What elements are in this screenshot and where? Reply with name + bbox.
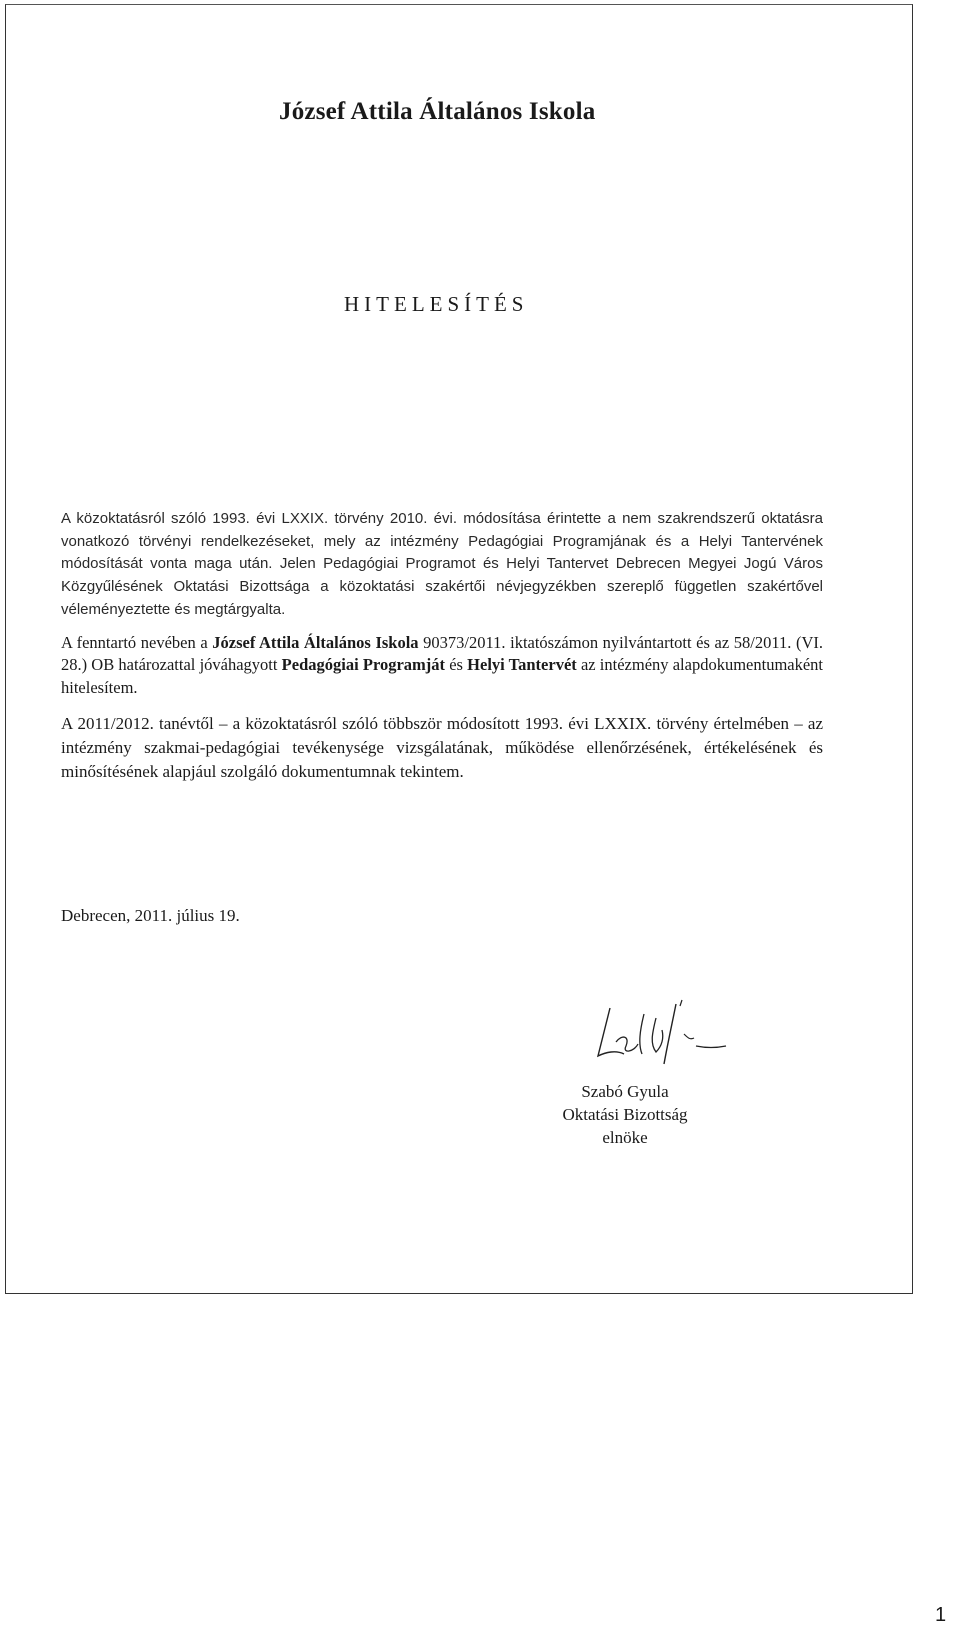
- para2-text-1: A fenntartó nevében a: [61, 632, 213, 652]
- program-bold: Pedagógiai Programját: [281, 655, 446, 675]
- para2-text-3: és: [445, 655, 468, 675]
- handwritten-signature: [572, 994, 732, 1072]
- document-body: [61, 508, 823, 784]
- school-name-bold: József Attila Általános Iskola: [212, 632, 419, 652]
- para2-text-4: az intézmény alapdokumentumaként hitelesítem.: [61, 655, 824, 697]
- curriculum-bold: Helyi Tantervét: [467, 655, 577, 675]
- authentication-heading: HITELESÍTÉS: [344, 292, 529, 316]
- signer-name: Szabó Gyula: [581, 1082, 669, 1101]
- paragraph-validity: A 2011/2012. tanévtől – a közoktatásról szóló többször módosított 1993. évi LXXIX. törvény értelmében – az intézmény szakmai-pedagógiai tevékenysége vizsgálatának, működése ellenőrzésének, értékelésének és minősítésének alapjául szolgáló dokumentumnak tekintem.: [61, 713, 823, 781]
- para2-text-2: 90373/2011. iktatószámon nyilvántartott és az 58/2011. (VI. 28.) OB határozattal jóváhagyott: [61, 632, 823, 675]
- paragraph-authentication: [61, 632, 823, 700]
- place-and-date: Debrecen, 2011. július 19.: [61, 906, 240, 925]
- paragraph-amendment: A közoktatásról szóló 1993. évi LXXIX. törvény 2010. évi. módosítása érintette a nem szakrendszerű oktatásra vonatkozó törvényi rendelkezéseket, mely az intézmény Pedagógiai Programjának és a Helyi Tantervének módosítását vonta maga után. Jelen Pedagógiai Programot és Helyi Tantervet Debrecen Megyei Jogú Város Közgyűlésének Oktatási Bizottsága a közoktatási szakértői névjegyzékben szereplő független szakértővel véleményeztette és megtárgyalta.: [61, 510, 823, 618]
- signer-role: Oktatási Bizottság: [562, 1105, 688, 1124]
- signer-block: [545, 1080, 705, 1149]
- page-number: 1: [935, 1604, 947, 1626]
- signer-title: elnöke: [602, 1128, 648, 1147]
- school-name-title: József Attila Általános Iskola: [279, 98, 596, 125]
